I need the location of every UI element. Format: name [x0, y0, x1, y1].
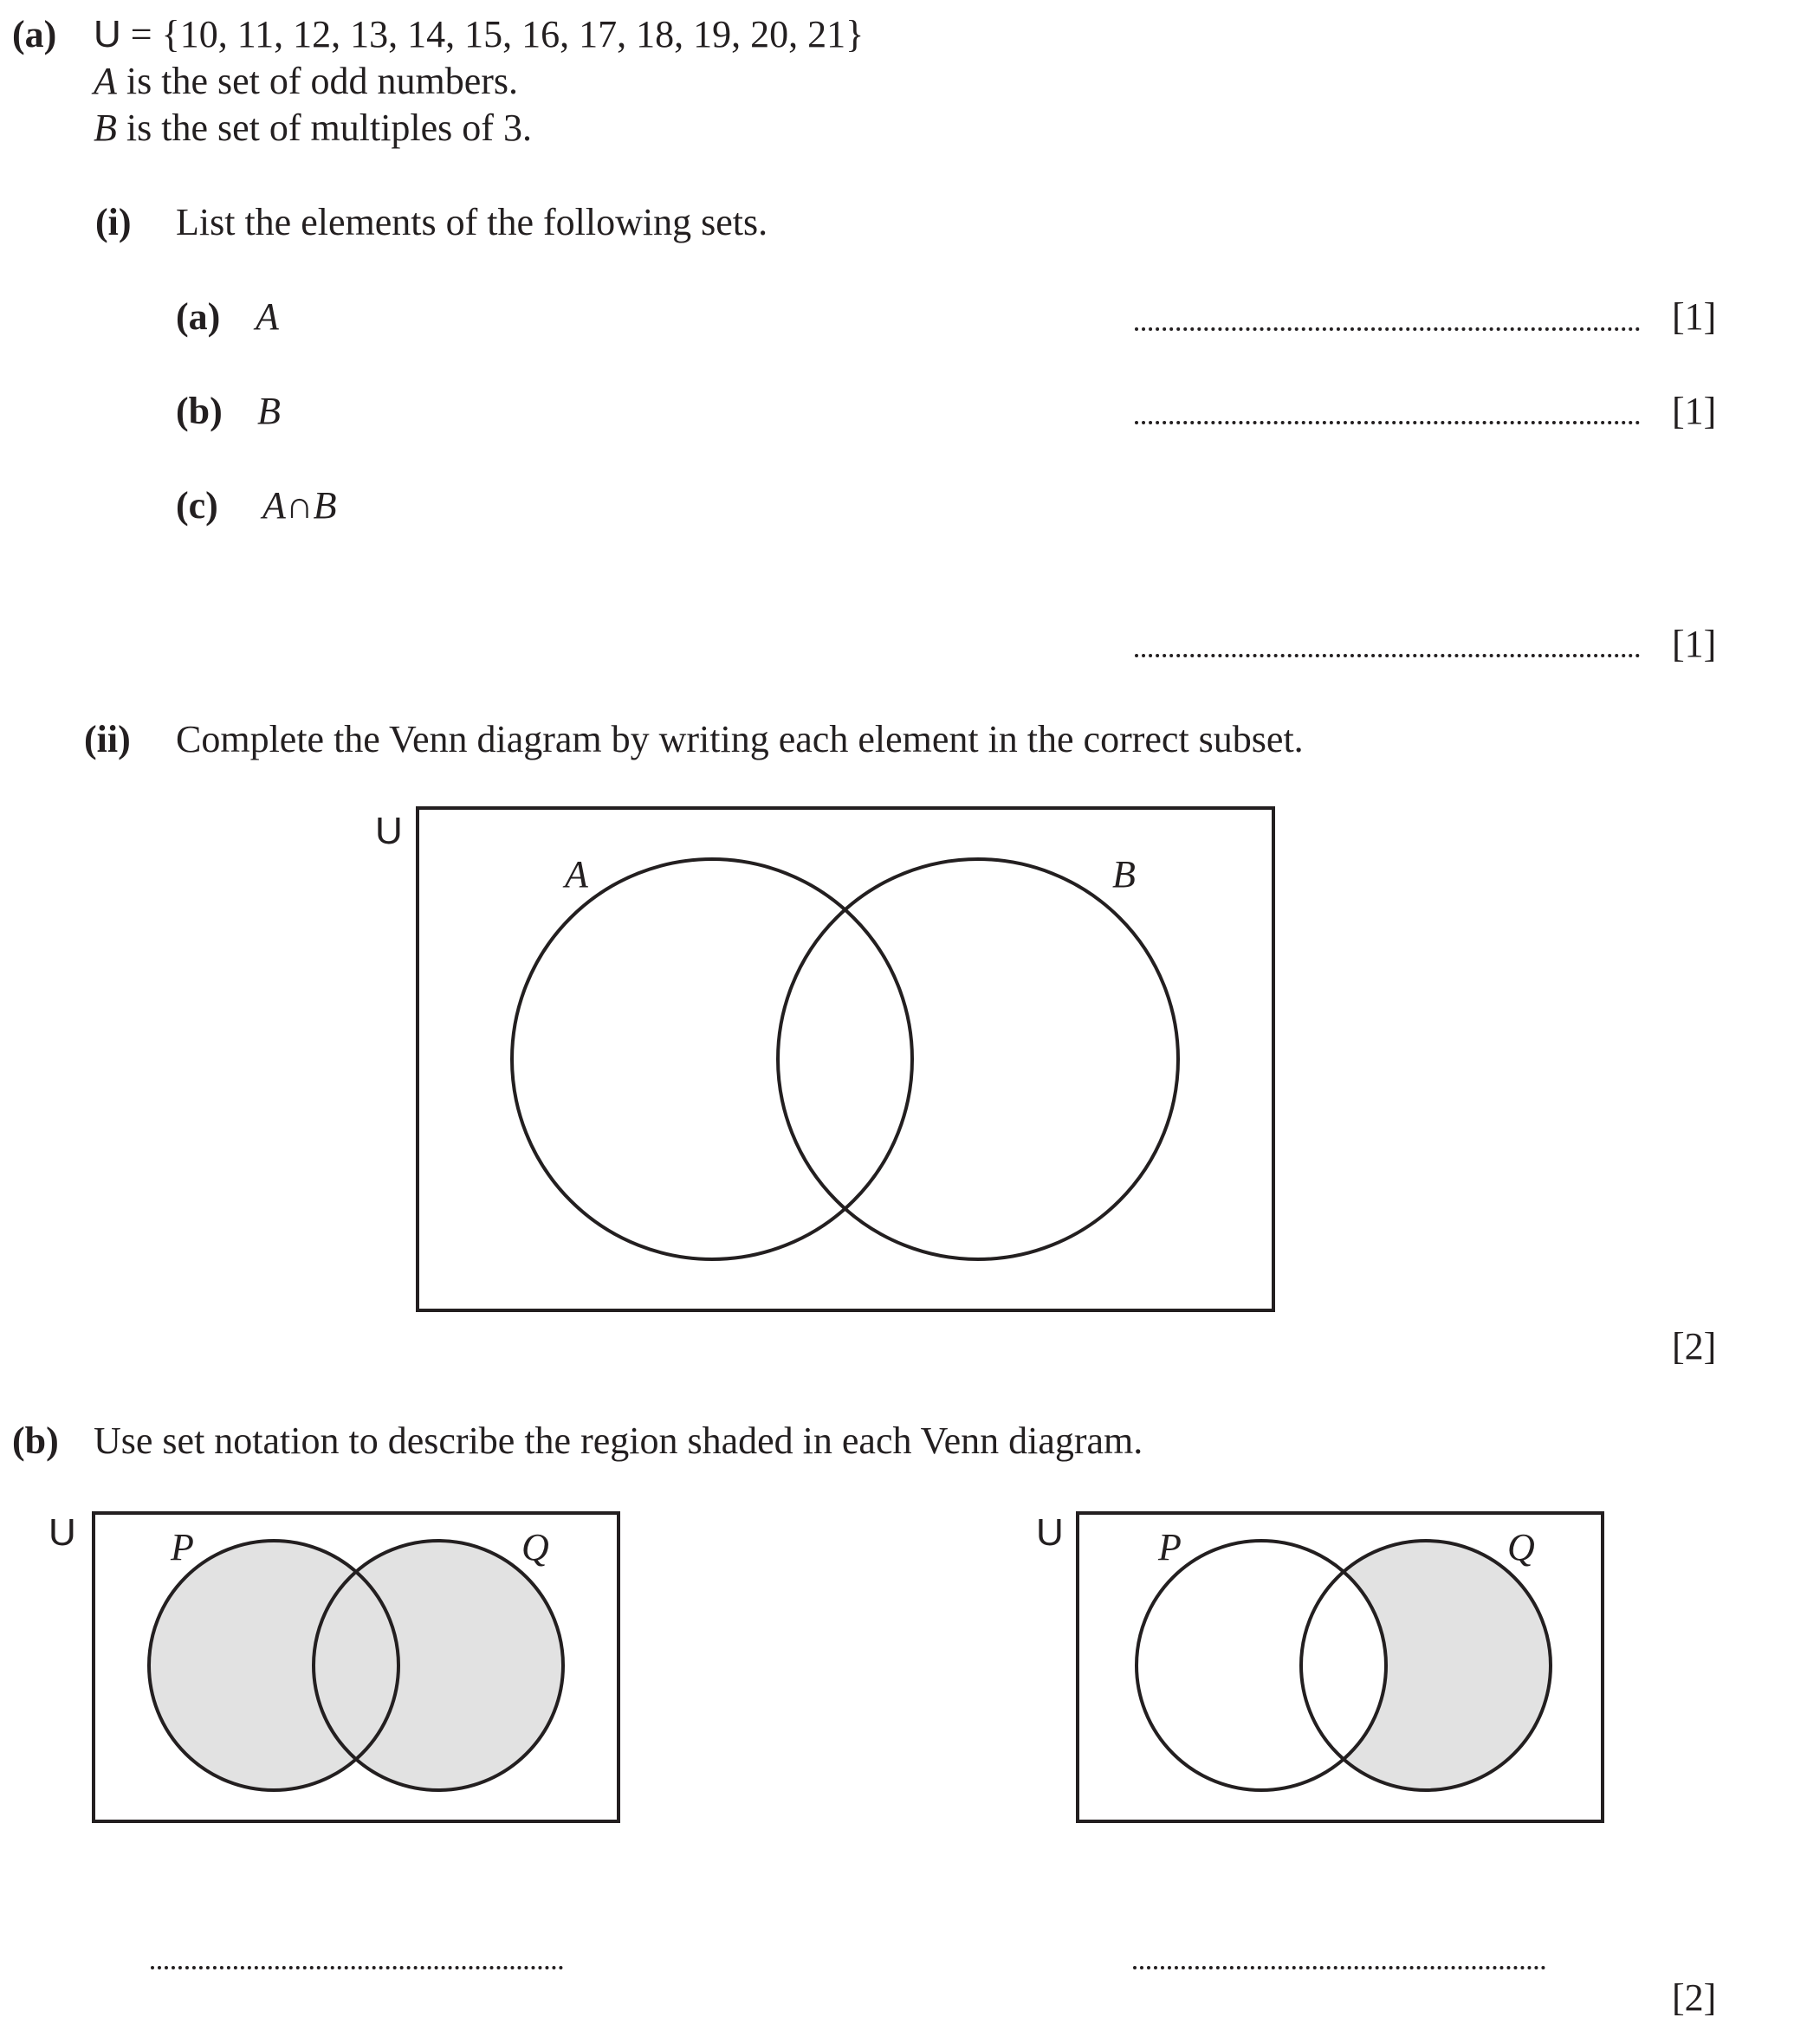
- venn-pq2-q-label: Q: [1507, 1526, 1535, 1568]
- set-a-name: A: [94, 60, 117, 102]
- marks-a: [1]: [1672, 295, 1717, 338]
- part-a-label: (a): [12, 13, 57, 55]
- item-a-expr: A: [256, 295, 279, 338]
- answer-line-pq-1[interactable]: [151, 1966, 563, 1969]
- item-c-expr: A∩B: [262, 484, 337, 527]
- item-b-expr: B: [257, 390, 281, 432]
- universal-symbol: U: [94, 13, 121, 55]
- marks-b: [2]: [1672, 1976, 1717, 2019]
- venn-pq1-universal-label: U: [49, 1511, 76, 1554]
- venn-b-label: B: [1112, 853, 1136, 896]
- set-a-desc: is the set of odd numbers.: [126, 60, 519, 102]
- item-a-label: (a): [176, 295, 221, 338]
- venn-pq1-q-label: Q: [521, 1526, 549, 1568]
- sub-ii-instruction: Complete the Venn diagram by writing each element in the correct subset.: [176, 718, 1304, 760]
- answer-line-pq-2[interactable]: [1133, 1966, 1545, 1969]
- item-c-label: (c): [176, 484, 218, 527]
- set-b-name: B: [94, 107, 117, 149]
- sub-i-label: (i): [95, 201, 132, 243]
- sub-ii-label: (ii): [84, 718, 131, 760]
- universal-set: = {10, 11, 12, 13, 14, 15, 16, 17, 18, 19, 20, 21}: [130, 13, 865, 55]
- marks-c: [1]: [1672, 623, 1717, 665]
- part-b-label: (b): [12, 1419, 59, 1462]
- venn-pq2-p-label: P: [1158, 1526, 1182, 1568]
- item-b-label: (b): [176, 390, 223, 432]
- venn-pq1-p-label: P: [171, 1526, 194, 1568]
- venn-ab-universal-label: U: [375, 810, 403, 852]
- set-b-desc: is the set of multiples of 3.: [126, 107, 532, 149]
- marks-ii: [2]: [1672, 1325, 1717, 1368]
- venn-a-label: A: [565, 853, 588, 896]
- sub-i-instruction: List the elements of the following sets.: [176, 201, 768, 243]
- venn-pq2-universal-label: U: [1036, 1511, 1064, 1554]
- marks-b: [1]: [1672, 390, 1717, 432]
- part-b-instruction: Use set notation to describe the region shaded in each Venn diagram.: [94, 1419, 1143, 1462]
